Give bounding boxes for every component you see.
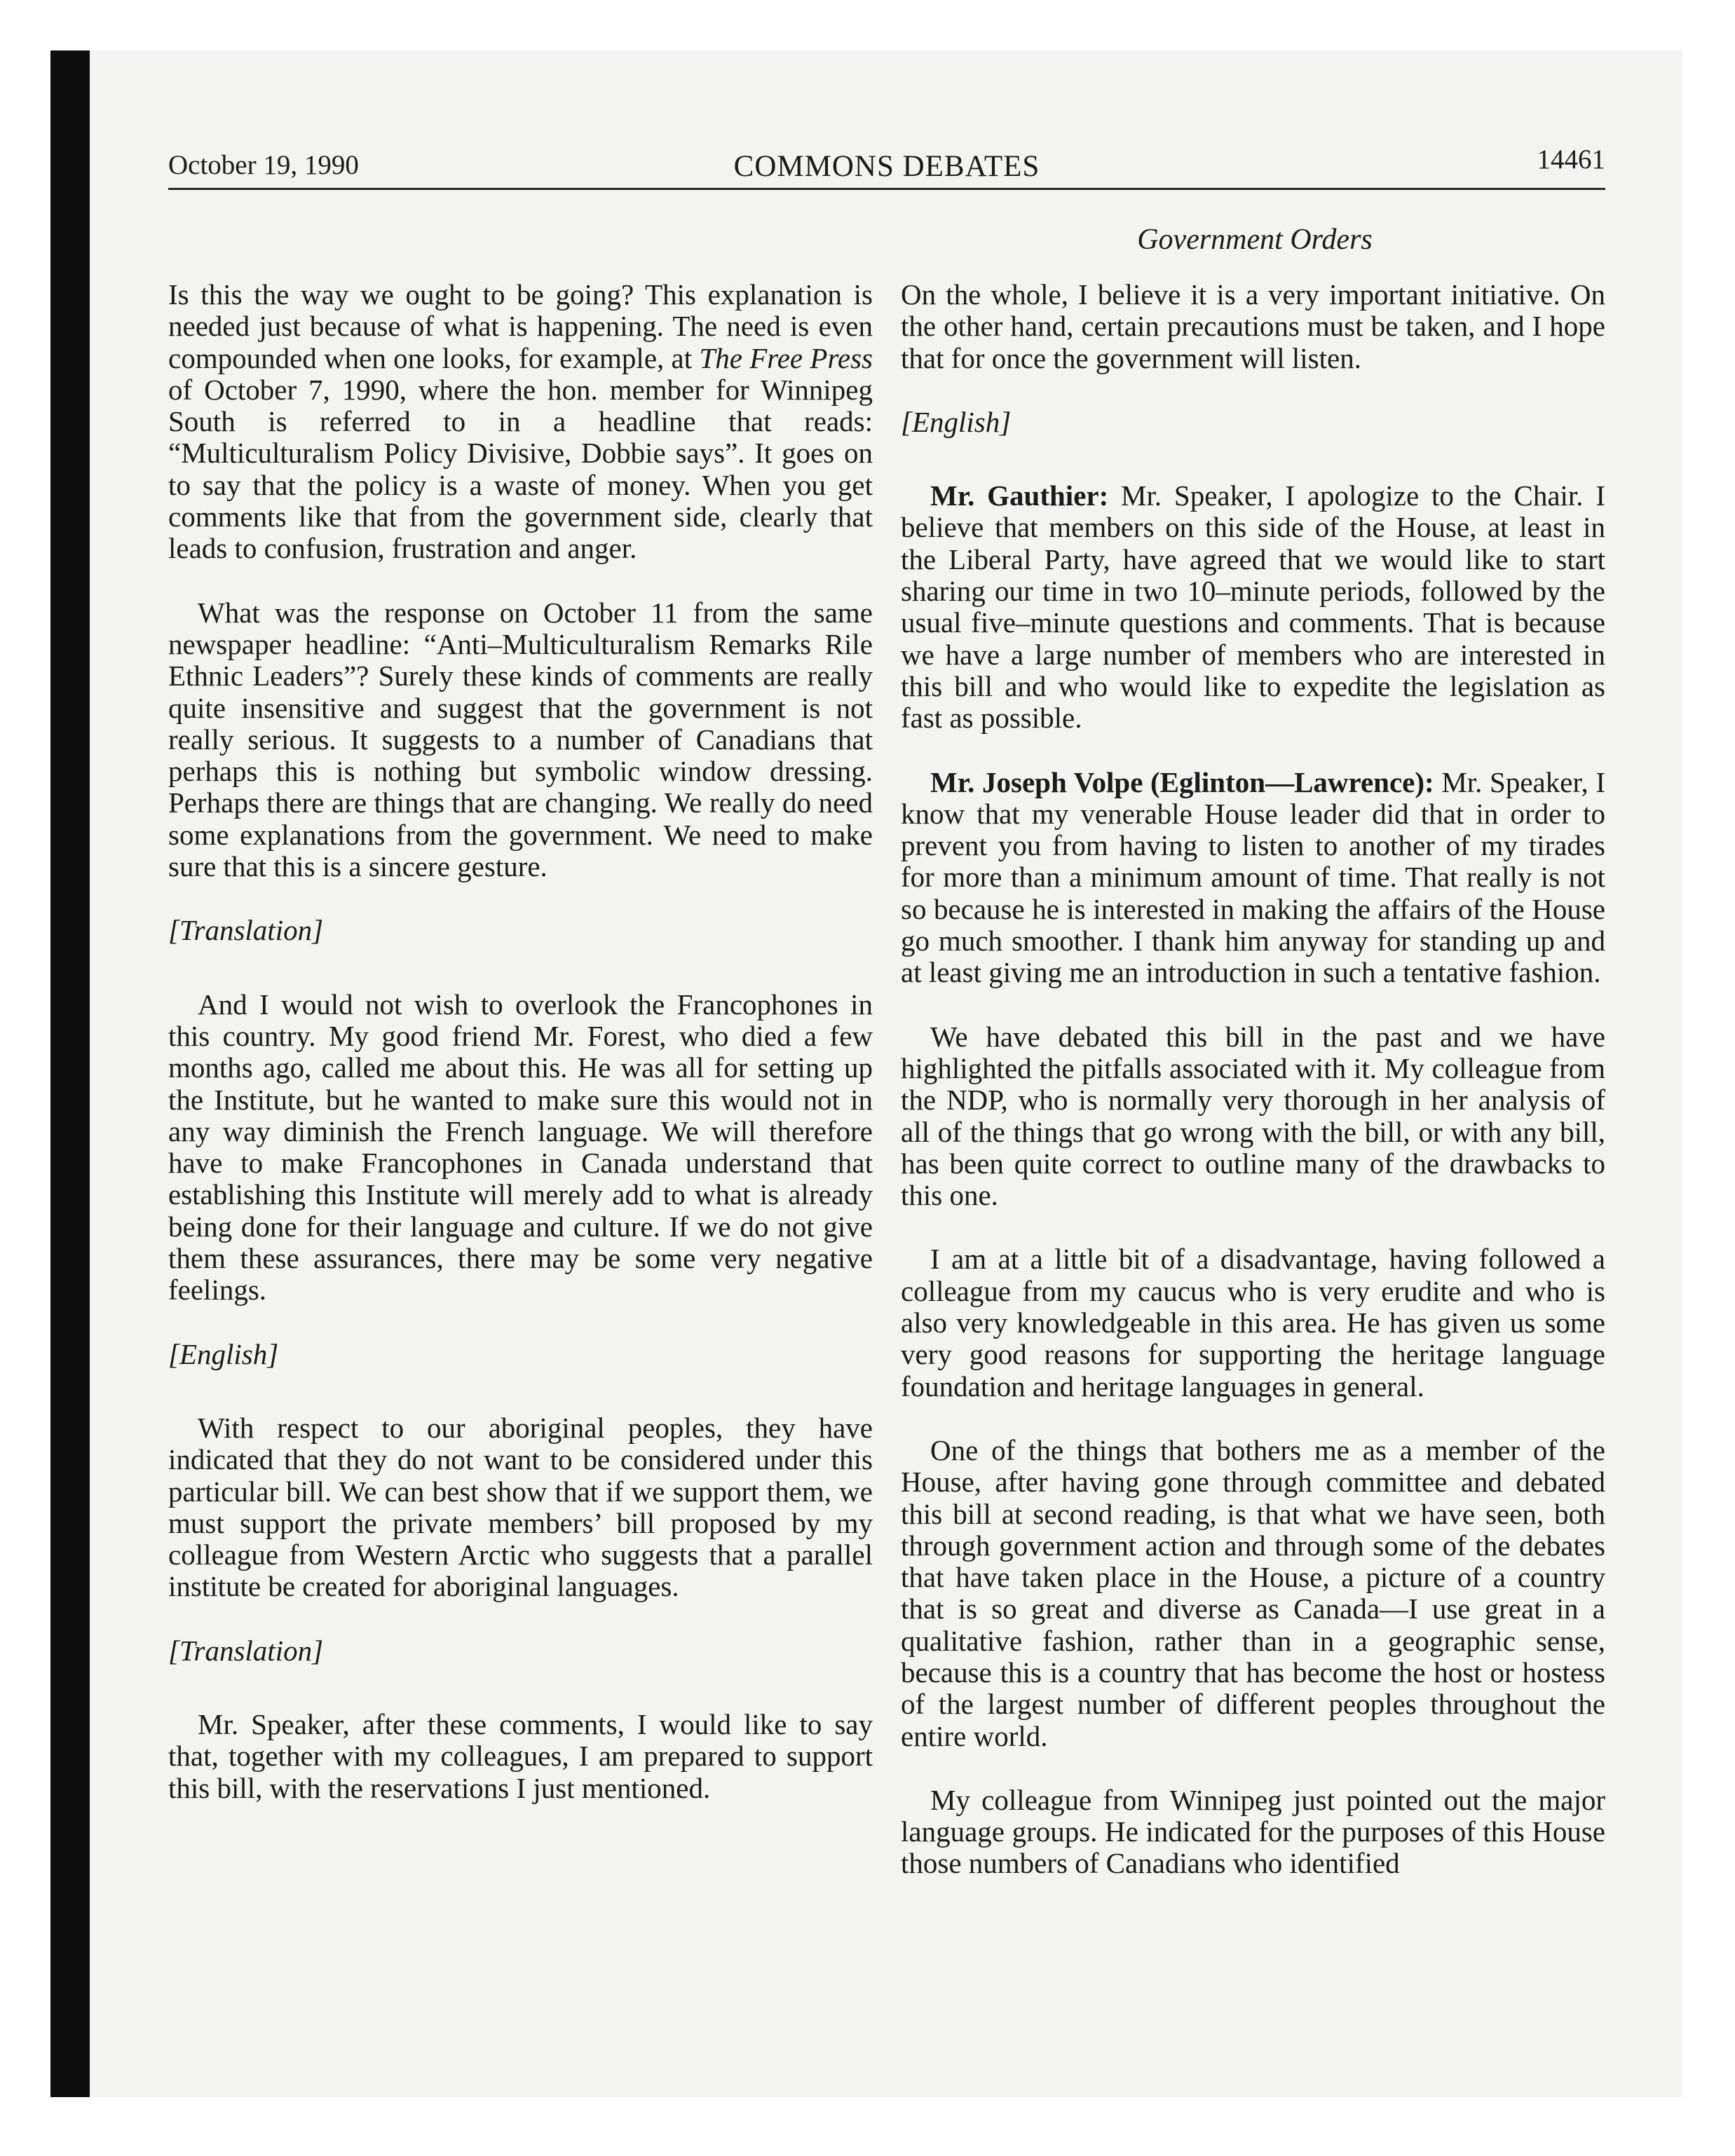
- language-marker: [English]: [901, 405, 1012, 438]
- right-column: [901, 279, 1605, 1912]
- paragraph-text: Is this the way we ought to be going? This explanation is needed just because of what is happening. The need is even compounded when one looks, for example, at: [168, 278, 873, 374]
- paragraph: My colleague from Winnipeg just pointed out the major language groups. He indicated for the purposes of this House those numbers of Canadians who identified: [901, 1783, 1605, 1880]
- paragraph: Mr. Speaker, after these comments, I would like to say that, together with my colleagues, I am prepared to support this bill, with the reservations I just mentioned.: [168, 1707, 873, 1804]
- paragraph: On the whole, I believe it is a very important initiative. On the other hand, certain precautions must be taken, and I hope that for once the government will listen.: [901, 278, 1605, 374]
- header-title: COMMONS DEBATES: [733, 150, 1040, 183]
- speaker-name: Mr. Gauthier:: [930, 479, 1109, 512]
- language-marker: [Translation]: [168, 1634, 324, 1667]
- paragraph-text: of October 7, 1990, where the hon. member for Winnipeg South is referred to in a headline that reads: “Multiculturalism Policy Divisive, Dobbie says”. It goes on to say that the policy is a waste of money. When you get comments like that from the government side, clearly that leads to confusion, frustration and anger.: [168, 373, 873, 565]
- language-marker: [Translation]: [168, 914, 324, 947]
- section-title: Government Orders: [1137, 224, 1373, 256]
- page-header: [168, 144, 1605, 186]
- left-column: [168, 279, 873, 1836]
- speaker-name: Mr. Joseph Volpe (Eglinton—Lawrence):: [930, 765, 1434, 798]
- speech-text: Mr. Speaker, I know that my venerable House leader did that in order to prevent you from having to listen to another of my tirades for more than a minimum amount of time. That really is not so because he is interested in making the affairs of the House go much smoother. I thank him anyway for standing up and at least giving me an introduction in such a tentative fashion.: [901, 765, 1605, 989]
- paragraph: I am at a little bit of a disadvantage, having followed a colleague from my caucus who is very erudite and who is also very knowledgeable in this area. He has given us some very good reasons for supporting the heritage language foundation and heritage languages in general.: [901, 1243, 1605, 1403]
- header-rule: [168, 188, 1605, 190]
- speech-text: Mr. Speaker, I apologize to the Chair. I believe that members on this side of the House, at least in the Liberal Party, have agreed that we would like to start sharing our time in two 10–minute periods, followed by the usual five–minute questions and comments. That is because we have a large number of members who are interested in this bill and who would like to expedite the legislation as fast as possible.: [901, 479, 1605, 735]
- paragraph: With respect to our aboriginal peoples, they have indicated that they do not want to be considered under this particular bill. We can best show that if we support them, we must support the private members’ bill proposed by my colleague from Western Arctic who suggests that a parallel institute be created for aboriginal languages.: [168, 1411, 873, 1603]
- paragraph: One of the things that bothers me as a member of the House, after having gone through committee and debated this bill at second reading, is that what we have seen, both through government action and through some of the debates that have taken place in the House, a picture of a country that is so great and diverse as Canada—I use great in a qualitative fashion, rather than in a geographic sense, because this is a country that has become the host or hostess of the largest number of different peoples throughout the entire world.: [901, 1433, 1605, 1752]
- paragraph: And I would not wish to overlook the Francophones in this country. My good friend Mr. Forest, who died a few months ago, called me about this. He was all for setting up the Institute, but he wanted to make sure this would not in any way diminish the French language. We will therefore have to make Francophones in Canada understand that establishing this Institute will merely add to what is already being done for their language and culture. If we do not give them these assurances, there may be some very negative feelings.: [168, 988, 873, 1306]
- speech: [901, 767, 1605, 989]
- header-page-number: 14461: [1537, 144, 1605, 175]
- paragraph: We have debated this bill in the past and we have highlighted the pitfalls associated with it. My colleague from the NDP, who is normally very thorough in her analysis of all of the things that go wrong with the bill, or with any bill, has been quite correct to outline many of the drawbacks to this one.: [901, 1020, 1605, 1212]
- speech: [901, 480, 1605, 734]
- paragraph: [168, 279, 873, 565]
- publication-title: The Free Press: [699, 341, 873, 374]
- paragraph: What was the response on October 11 from the same newspaper headline: “Anti–Multiculturalism Remarks Rile Ethnic Leaders”? Surely these kinds of comments are really quite insensitive and suggest that the government is not really serious. It suggests to a number of Canadians that perhaps this is nothing but symbolic window dressing. Perhaps there are things that are changing. We really do need some explanations from the government. We need to make sure that this is a sincere gesture.: [168, 596, 873, 883]
- header-date: October 19, 1990: [168, 150, 359, 180]
- language-marker: [English]: [168, 1337, 279, 1370]
- scan-edge: [50, 50, 90, 2097]
